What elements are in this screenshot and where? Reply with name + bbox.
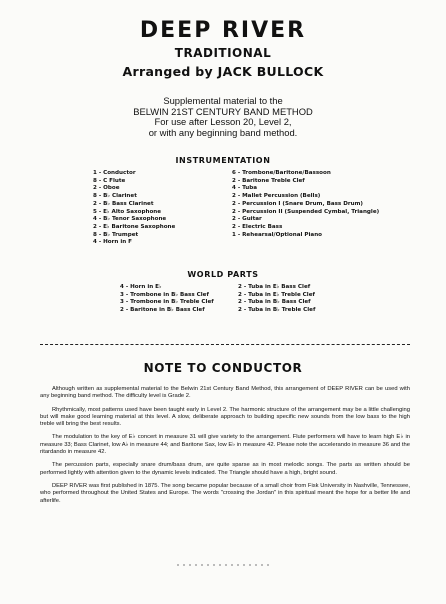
supplemental-line: or with any beginning band method. — [148, 126, 298, 138]
instrument-item: 2 - Electric Bass — [232, 223, 283, 230]
instrumentation-list-right — [232, 170, 379, 239]
page-title: DEEP RIVER — [139, 18, 307, 43]
instrument-item: 2 - Mallet Percussion (Bells) — [232, 193, 321, 200]
world-part-item: 2 - Tuba in E♭ Treble Clef — [238, 291, 315, 298]
note-paragraph: Rhythmically, most patterns used have been taught early in Level 2. The harmonic structure of the arrangement may be a little challenging but will make good learning material at this level. A slow, deliberate approach to building specific new sounds from the low bass to the high treble will bring the best results. — [40, 406, 410, 428]
supplemental-line: Supplemental material to the — [163, 95, 283, 106]
instrument-item: 2 - Percussion I (Snare Drum, Bass Drum) — [232, 200, 363, 207]
world-part-item: 2 - Baritone in B♭ Bass Clef — [120, 307, 205, 314]
world-part-item: 2 - Tuba in B♭ Treble Clef — [238, 307, 316, 314]
instrument-item: 4 - B♭ Tenor Saxophone — [93, 216, 167, 223]
composer-credit: TRADITIONAL — [174, 46, 272, 60]
note-paragraph: The percussion parts, especially snare drum/bass drum, are quite sparse as in most melodic songs. The parts as written should be performed lightly with attention given to the dynamic levels indicated. The Triangle should have a high, bright sound. — [40, 462, 410, 476]
world-part-item: 4 - Horn in E♭ — [120, 284, 162, 290]
supplemental-line: For use after Lesson 20, Level 2, — [154, 116, 292, 128]
world-part-item: 2 - Tuba in B♭ Bass Clef — [238, 299, 311, 306]
note-paragraph: DEEP RIVER was first published in 1875. The song became popular because of a small choir from Fisk University in Nashville, Tennessee, who performed throughout the United States and Europe. The words "crossing the Jordan" in this spiritual meant the hope for a better life and afterlife. — [40, 482, 410, 504]
instrument-item: 8 - B♭ Clarinet — [93, 193, 137, 200]
world-parts-heading: WORLD PARTS — [187, 270, 259, 279]
instrument-item: 2 - Baritone Treble Clef — [232, 177, 305, 184]
instrument-item: 4 - Tuba — [232, 185, 258, 192]
world-parts-list-right — [238, 284, 315, 315]
instrumentation-heading: INSTRUMENTATION — [175, 156, 271, 165]
instrument-item: 2 - B♭ Bass Clarinet — [93, 200, 154, 207]
world-part-item: 3 - Trombone in B♭ Treble Clef — [120, 299, 214, 306]
scan-artifact-dots — [175, 553, 275, 563]
world-part-item: 2 - Tuba in E♭ Bass Clef — [238, 284, 311, 290]
instrument-item: 1 - Conductor — [93, 170, 136, 176]
instrument-item: 8 - B♭ Trumpet — [93, 231, 139, 238]
supplemental-info — [0, 96, 446, 138]
instrument-item: 2 - Guitar — [232, 216, 262, 223]
world-part-item: 3 - Trombone in B♭ Bass Clef — [120, 291, 209, 298]
note-heading: NOTE TO CONDUCTOR — [143, 361, 303, 375]
instrument-item: 5 - E♭ Alto Saxophone — [93, 208, 162, 215]
instrument-item: 2 - Percussion II (Suspended Cymbal, Triangle) — [232, 208, 380, 215]
instrument-item: 2 - E♭ Baritone Saxophone — [93, 223, 176, 230]
instrument-item: 4 - Horn in F — [93, 239, 132, 246]
supplemental-line: BELWIN 21ST CENTURY BAND METHOD — [133, 105, 313, 117]
arranger-credit: Arranged by JACK BULLOCK — [122, 64, 324, 79]
instrumentation-list-left — [93, 170, 175, 247]
world-parts-list-left — [120, 284, 214, 315]
note-paragraph: The modulation to the key of E♭ concert in measure 31 will give variety to the arrangement. Flute performers will have to learn high E♭ in measure 33; Bass Clarinet, low A♭ in measure 44; and Baritone Sax, low E♭ in measure 42. Please note the accelerando in measure 36 and the ritardando in measure 42. — [40, 434, 410, 456]
instrument-item: 1 - Rehearsal/Optional Piano — [232, 231, 323, 238]
instrument-item: 6 - Trombone/Baritone/Bassoon — [232, 170, 331, 176]
instrument-item: 2 - Oboe — [93, 185, 120, 192]
note-body — [40, 386, 410, 511]
instrument-item: 8 - C Flute — [93, 177, 126, 184]
section-divider — [40, 344, 410, 345]
note-paragraph: Although written as supplemental material to the Belwin 21st Century Band Method, this arrangement of DEEP RIVER can be used with any beginning band method. The difficulty level is Grade 2. — [40, 386, 410, 400]
